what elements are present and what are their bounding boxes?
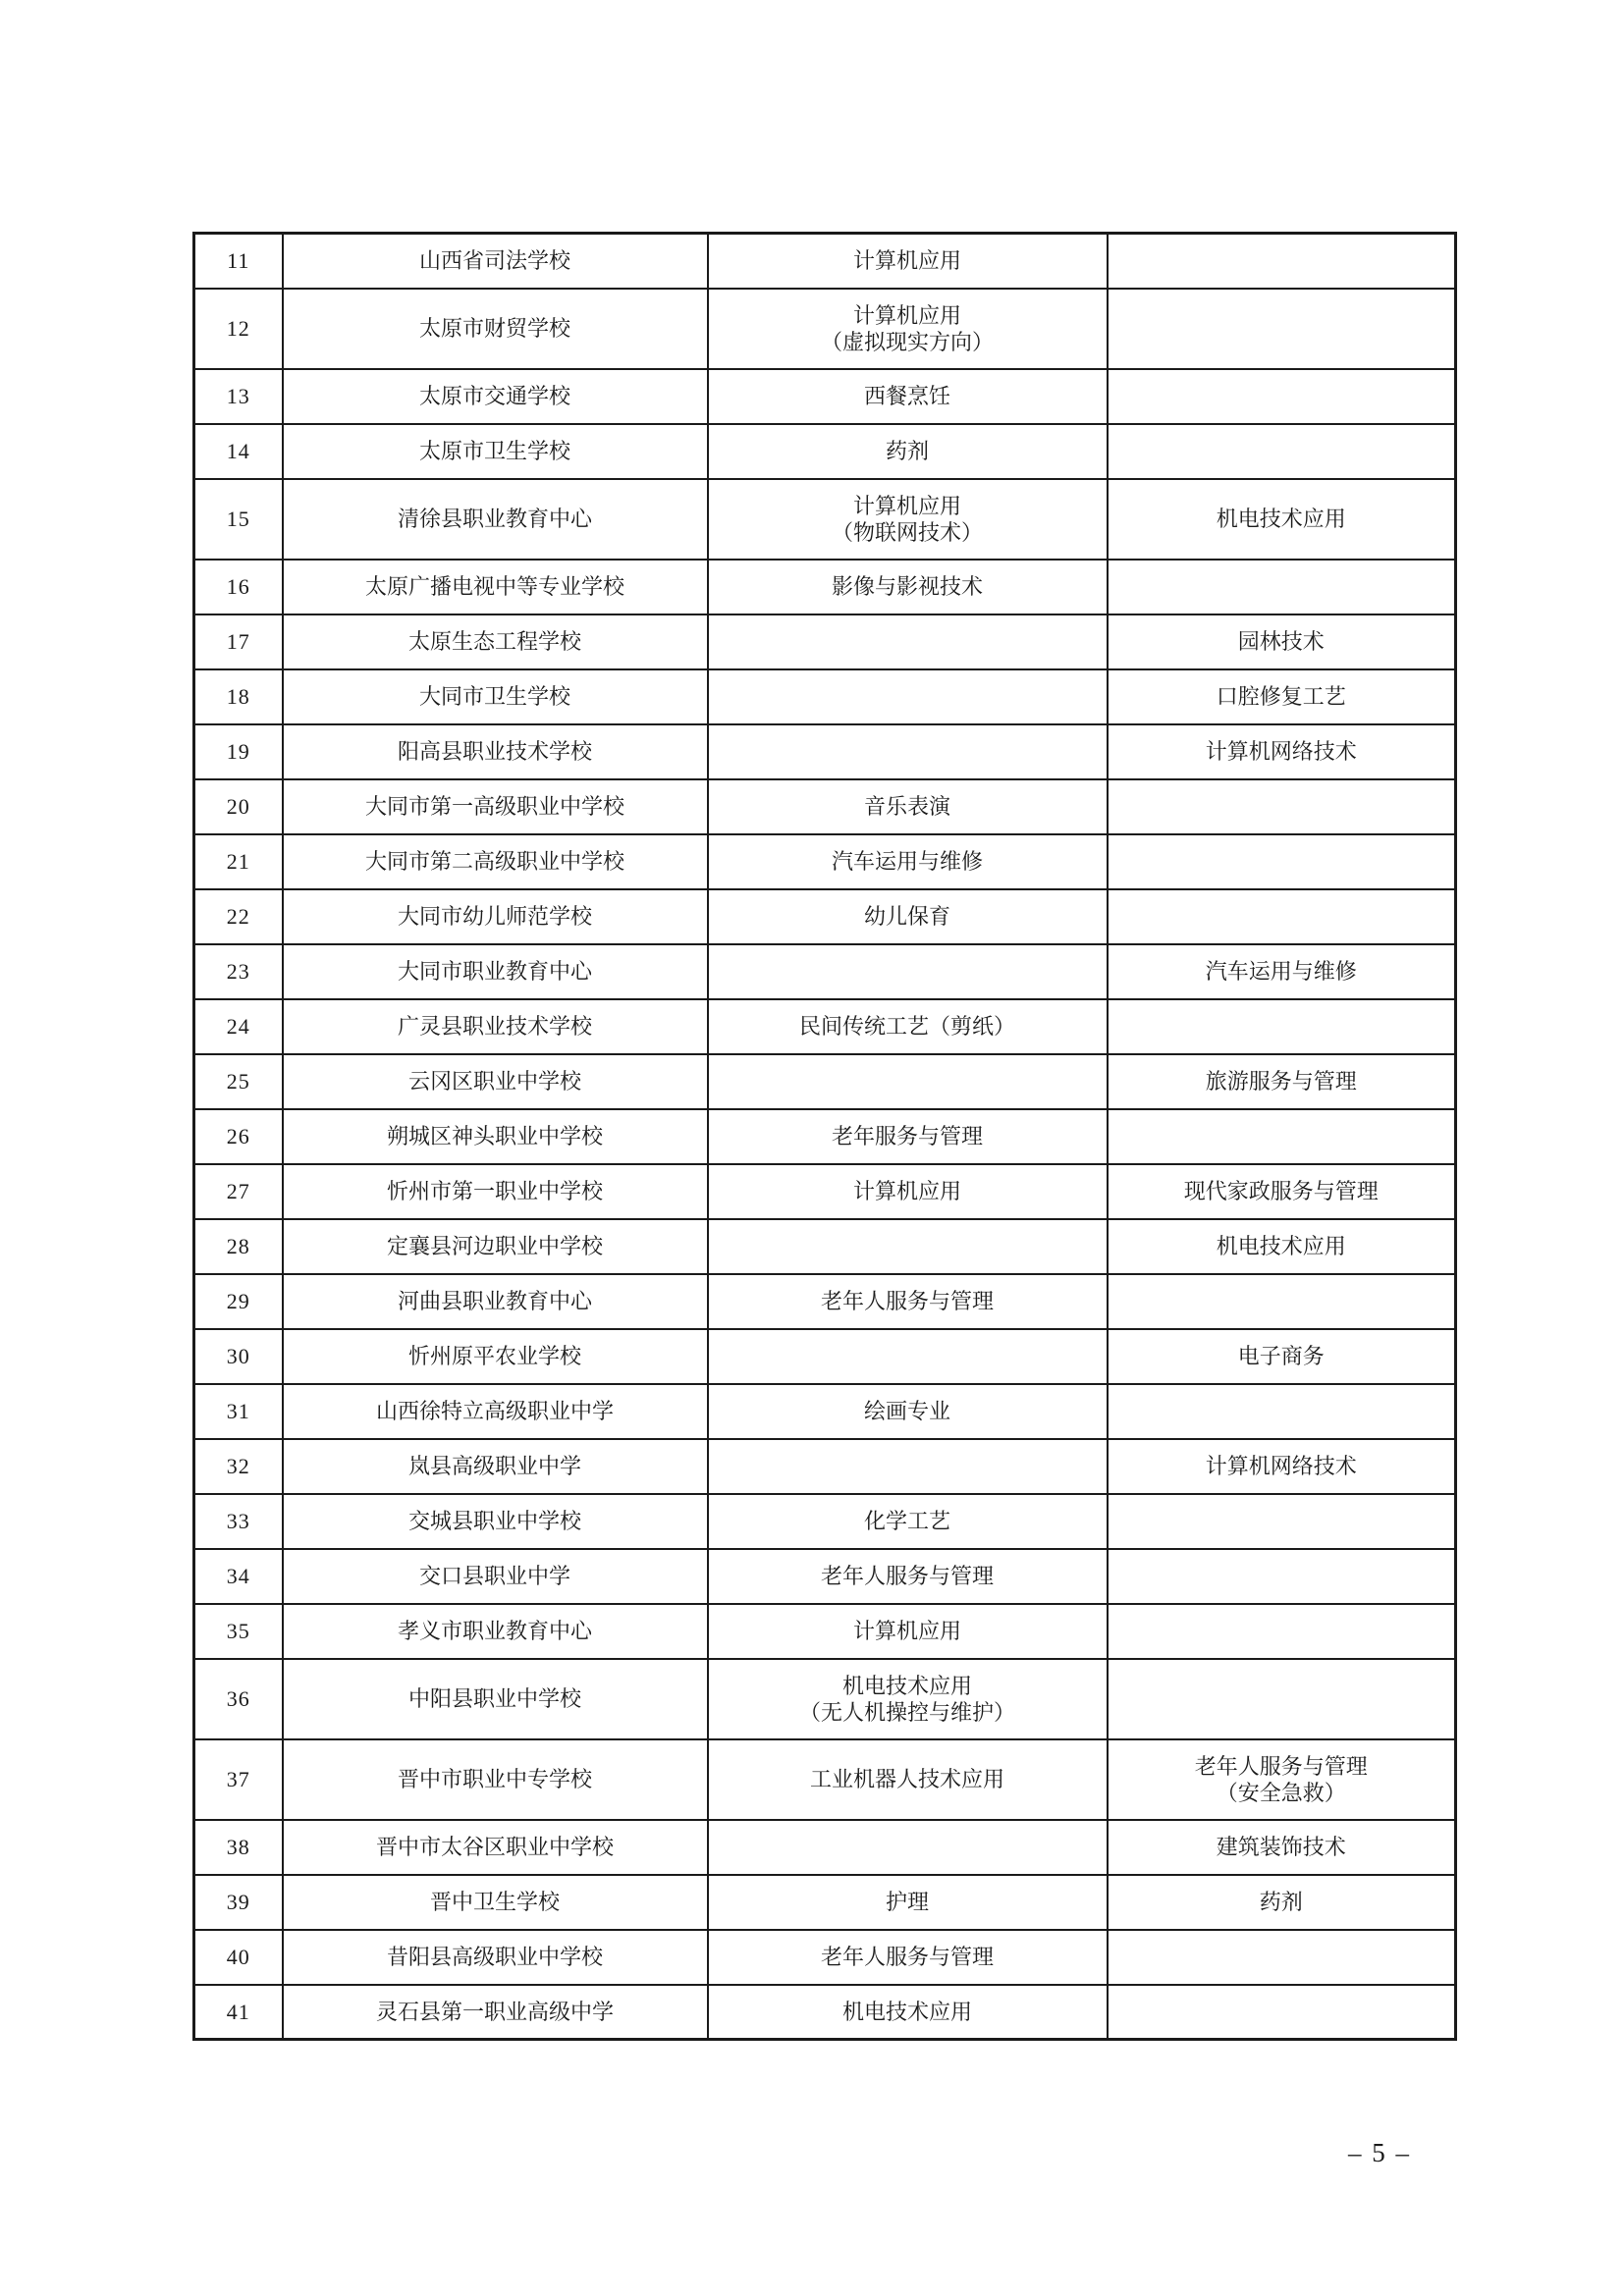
row-number-cell: 26 [194, 1109, 283, 1164]
school-name-cell: 大同市职业教育中心 [283, 944, 708, 999]
program-cell-2 [1108, 1054, 1456, 1109]
table-row [194, 234, 1456, 289]
program-cell-1 [708, 1439, 1108, 1494]
school-name-cell: 太原市交通学校 [283, 369, 708, 424]
table-row [194, 834, 1456, 889]
program-cell-2 [1108, 1384, 1456, 1439]
school-name-cell: 大同市幼儿师范学校 [283, 889, 708, 944]
program-cell-2 [1108, 1985, 1456, 2040]
table-row [194, 669, 1456, 724]
program-cell-1 [708, 669, 1108, 724]
school-name-cell: 云冈区职业中学校 [283, 1054, 708, 1109]
row-number-cell: 23 [194, 944, 283, 999]
row-number-cell: 17 [194, 614, 283, 669]
school-name-cell: 河曲县职业教育中心 [283, 1274, 708, 1329]
program-line: 计算机应用 [852, 1619, 961, 1643]
row-number-cell: 30 [194, 1329, 283, 1384]
table-row [194, 1109, 1456, 1164]
school-name-cell: 清徐县职业教育中心 [283, 479, 708, 560]
row-number-cell: 41 [194, 1985, 283, 2040]
row-number-cell: 25 [194, 1054, 283, 1109]
program-cell-1 [708, 1219, 1108, 1274]
page-number: – 5 – [1348, 2138, 1411, 2167]
program-cell-1 [708, 234, 1108, 289]
school-program-table [192, 232, 1457, 2041]
row-number-cell: 18 [194, 669, 283, 724]
table-row [194, 1739, 1456, 1820]
program-line: 计算机应用 [852, 302, 961, 328]
row-number-cell: 13 [194, 369, 283, 424]
program-line: 园林技术 [1237, 629, 1325, 654]
school-name-cell: 晋中市太谷区职业中学校 [283, 1820, 708, 1875]
program-cell-1 [708, 1739, 1108, 1820]
school-name-cell: 大同市卫生学校 [283, 669, 708, 724]
school-name-cell: 阳高县职业技术学校 [283, 724, 708, 779]
table-row [194, 560, 1456, 614]
row-number-cell: 31 [194, 1384, 283, 1439]
program-cell-2 [1108, 999, 1456, 1054]
program-line: 机电技术应用 [841, 1999, 972, 2024]
table-row [194, 779, 1456, 834]
row-number-cell: 20 [194, 779, 283, 834]
school-name-cell: 晋中卫生学校 [283, 1875, 708, 1930]
program-line: 老年人服务与管理 [820, 1564, 994, 1588]
program-line: 幼儿保育 [863, 904, 950, 929]
program-cell-2 [1108, 614, 1456, 669]
program-line: 计算机应用 [852, 248, 961, 274]
program-cell-1 [708, 1329, 1108, 1384]
program-line: 护理 [885, 1890, 929, 1914]
program-cell-1 [708, 1659, 1108, 1739]
school-name-cell: 中阳县职业中学校 [283, 1659, 708, 1739]
row-number-cell: 36 [194, 1659, 283, 1739]
table-row [194, 1494, 1456, 1549]
program-line: 药剂 [885, 439, 929, 463]
program-cell-1 [708, 889, 1108, 944]
program-line: 旅游服务与管理 [1205, 1069, 1357, 1094]
table-row [194, 479, 1456, 560]
table-row [194, 1054, 1456, 1109]
program-line: 机电技术应用 [1216, 1234, 1346, 1258]
row-number-cell: 24 [194, 999, 283, 1054]
table-row [194, 1439, 1456, 1494]
program-line: （物联网技术） [831, 519, 983, 545]
program-cell-1 [708, 1494, 1108, 1549]
table-container [192, 232, 1457, 2041]
program-cell-2 [1108, 1875, 1456, 1930]
program-line: （安全急救） [1216, 1780, 1346, 1805]
program-line: 绘画专业 [863, 1399, 950, 1423]
program-line: 现代家政服务与管理 [1183, 1179, 1379, 1203]
program-cell-2 [1108, 1604, 1456, 1659]
row-number-cell: 21 [194, 834, 283, 889]
program-cell-2 [1108, 1820, 1456, 1875]
row-number-cell: 22 [194, 889, 283, 944]
program-cell-2 [1108, 1549, 1456, 1604]
table-row [194, 724, 1456, 779]
school-name-cell: 晋中市职业中专学校 [283, 1739, 708, 1820]
program-cell-1 [708, 1875, 1108, 1930]
row-number-cell: 12 [194, 289, 283, 369]
program-line: 西餐烹饪 [863, 384, 950, 408]
program-line: 汽车运用与维修 [831, 849, 983, 874]
program-line: 化学工艺 [863, 1509, 950, 1533]
program-cell-2 [1108, 724, 1456, 779]
program-cell-2 [1108, 1739, 1456, 1820]
program-line: 建筑装饰技术 [1216, 1835, 1346, 1859]
program-line: 老年服务与管理 [831, 1124, 983, 1148]
program-cell-1 [708, 1930, 1108, 1985]
school-name-cell: 忻州市第一职业中学校 [283, 1164, 708, 1219]
row-number-cell: 40 [194, 1930, 283, 1985]
program-cell-1 [708, 724, 1108, 779]
program-cell-1 [708, 1384, 1108, 1439]
program-line: （虚拟现实方向） [820, 329, 994, 354]
table-row [194, 1820, 1456, 1875]
table-body [194, 234, 1456, 2040]
row-number-cell: 35 [194, 1604, 283, 1659]
school-name-cell: 孝义市职业教育中心 [283, 1604, 708, 1659]
table-row [194, 614, 1456, 669]
program-cell-1 [708, 479, 1108, 560]
program-line: 汽车运用与维修 [1205, 959, 1357, 984]
program-cell-1 [708, 1274, 1108, 1329]
table-row [194, 369, 1456, 424]
row-number-cell: 27 [194, 1164, 283, 1219]
program-cell-2 [1108, 1219, 1456, 1274]
program-cell-2 [1108, 1659, 1456, 1739]
program-cell-1 [708, 1604, 1108, 1659]
program-line: （无人机操控与维护） [798, 1699, 1015, 1725]
program-cell-1 [708, 289, 1108, 369]
program-line: 计算机网络技术 [1205, 1454, 1357, 1478]
program-cell-2 [1108, 1494, 1456, 1549]
program-cell-2 [1108, 779, 1456, 834]
table-row [194, 1219, 1456, 1274]
program-cell-2 [1108, 424, 1456, 479]
row-number-cell: 37 [194, 1739, 283, 1820]
program-cell-2 [1108, 1439, 1456, 1494]
program-cell-1 [708, 369, 1108, 424]
program-line: 工业机器人技术应用 [809, 1767, 1004, 1791]
program-cell-1 [708, 834, 1108, 889]
program-cell-1 [708, 560, 1108, 614]
school-name-cell: 灵石县第一职业高级中学 [283, 1985, 708, 2040]
program-cell-2 [1108, 479, 1456, 560]
program-line: 老年人服务与管理 [1194, 1753, 1368, 1779]
program-cell-2 [1108, 1930, 1456, 1985]
program-cell-2 [1108, 944, 1456, 999]
school-name-cell: 太原广播电视中等专业学校 [283, 560, 708, 614]
program-cell-2 [1108, 834, 1456, 889]
table-row [194, 1274, 1456, 1329]
school-name-cell: 朔城区神头职业中学校 [283, 1109, 708, 1164]
program-cell-1 [708, 1985, 1108, 2040]
table-row [194, 1659, 1456, 1739]
row-number-cell: 19 [194, 724, 283, 779]
program-cell-2 [1108, 1329, 1456, 1384]
program-cell-2 [1108, 889, 1456, 944]
school-name-cell: 大同市第一高级职业中学校 [283, 779, 708, 834]
table-row [194, 1164, 1456, 1219]
program-line: 影像与影视技术 [831, 574, 983, 599]
table-row [194, 1875, 1456, 1930]
table-row [194, 289, 1456, 369]
program-cell-2 [1108, 289, 1456, 369]
school-name-cell: 山西省司法学校 [283, 234, 708, 289]
table-row [194, 889, 1456, 944]
program-cell-2 [1108, 369, 1456, 424]
row-number-cell: 34 [194, 1549, 283, 1604]
program-line: 口腔修复工艺 [1216, 684, 1346, 709]
school-name-cell: 太原生态工程学校 [283, 614, 708, 669]
program-cell-2 [1108, 1164, 1456, 1219]
program-cell-2 [1108, 669, 1456, 724]
program-line: 音乐表演 [863, 794, 950, 819]
row-number-cell: 16 [194, 560, 283, 614]
table-row [194, 1604, 1456, 1659]
program-line: 机电技术应用 [1216, 507, 1346, 531]
program-cell-1 [708, 1549, 1108, 1604]
program-cell-2 [1108, 560, 1456, 614]
school-name-cell: 山西徐特立高级职业中学 [283, 1384, 708, 1439]
row-number-cell: 32 [194, 1439, 283, 1494]
program-cell-1 [708, 779, 1108, 834]
program-cell-1 [708, 614, 1108, 669]
school-name-cell: 大同市第二高级职业中学校 [283, 834, 708, 889]
program-line: 药剂 [1259, 1890, 1303, 1914]
program-cell-1 [708, 1164, 1108, 1219]
program-line: 计算机应用 [852, 493, 961, 518]
school-name-cell: 昔阳县高级职业中学校 [283, 1930, 708, 1985]
row-number-cell: 15 [194, 479, 283, 560]
program-line: 老年人服务与管理 [820, 1289, 994, 1313]
program-line: 计算机网络技术 [1205, 739, 1357, 764]
program-cell-2 [1108, 234, 1456, 289]
program-cell-1 [708, 999, 1108, 1054]
program-cell-1 [708, 1820, 1108, 1875]
table-row [194, 424, 1456, 479]
program-cell-1 [708, 1109, 1108, 1164]
row-number-cell: 39 [194, 1875, 283, 1930]
program-cell-2 [1108, 1274, 1456, 1329]
school-name-cell: 交口县职业中学 [283, 1549, 708, 1604]
school-name-cell: 太原市财贸学校 [283, 289, 708, 369]
table-row [194, 1384, 1456, 1439]
row-number-cell: 28 [194, 1219, 283, 1274]
table-row [194, 999, 1456, 1054]
row-number-cell: 33 [194, 1494, 283, 1549]
school-name-cell: 太原市卫生学校 [283, 424, 708, 479]
row-number-cell: 14 [194, 424, 283, 479]
program-cell-1 [708, 1054, 1108, 1109]
program-line: 电子商务 [1237, 1344, 1325, 1368]
table-row [194, 1930, 1456, 1985]
school-name-cell: 定襄县河边职业中学校 [283, 1219, 708, 1274]
school-name-cell: 交城县职业中学校 [283, 1494, 708, 1549]
table-row [194, 1549, 1456, 1604]
row-number-cell: 29 [194, 1274, 283, 1329]
school-name-cell: 岚县高级职业中学 [283, 1439, 708, 1494]
program-cell-1 [708, 944, 1108, 999]
row-number-cell: 38 [194, 1820, 283, 1875]
program-line: 计算机应用 [852, 1179, 961, 1203]
school-name-cell: 忻州原平农业学校 [283, 1329, 708, 1384]
program-cell-2 [1108, 1109, 1456, 1164]
table-row [194, 1329, 1456, 1384]
program-line: 民间传统工艺（剪纸） [798, 1014, 1015, 1039]
school-name-cell: 广灵县职业技术学校 [283, 999, 708, 1054]
table-row [194, 1985, 1456, 2040]
program-line: 老年人服务与管理 [820, 1945, 994, 1969]
table-row [194, 944, 1456, 999]
program-cell-1 [708, 424, 1108, 479]
program-line: 机电技术应用 [841, 1673, 972, 1698]
row-number-cell: 11 [194, 234, 283, 289]
